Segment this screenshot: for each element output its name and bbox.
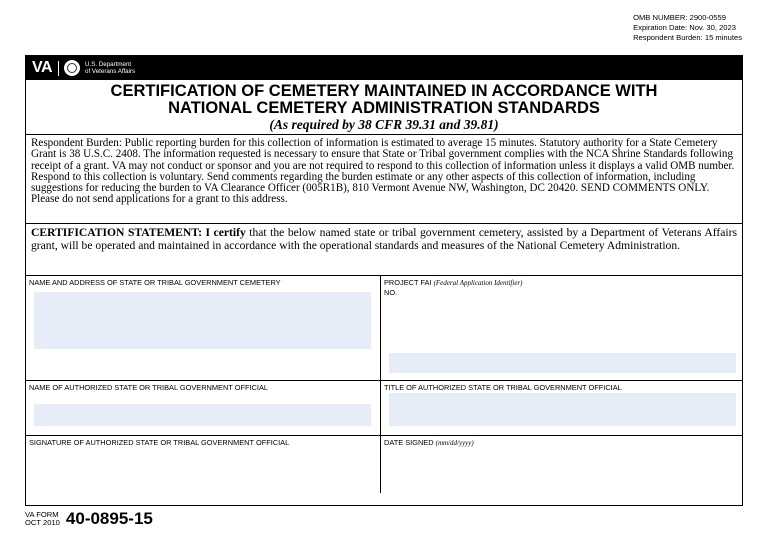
official-name-label: NAME OF AUTHORIZED STATE OR TRIBAL GOVERNMENT OFFICIAL — [29, 383, 268, 392]
expiration-date: Expiration Date: Nov. 30, 2023 — [633, 23, 736, 32]
project-fai-field[interactable] — [389, 353, 736, 373]
department-name: U.S. Department of Veterans Affairs — [85, 61, 136, 75]
omb-info — [633, 13, 742, 43]
certification-body: that the below named state or tribal government cemetery, assisted by a Department of Veterans Affairs grant, will be operated and maintained in accordance with the operational standards and measures of the National Cemetery Administration. — [31, 226, 737, 253]
project-fai-cell — [381, 276, 742, 380]
official-title-cell — [381, 381, 742, 435]
date-signed-cell[interactable] — [381, 436, 742, 493]
form-number: 40-0895-15 — [65, 509, 153, 528]
certification-heading: CERTIFICATION STATEMENT: I certify — [31, 226, 246, 239]
certification-statement — [26, 224, 742, 276]
official-name-field[interactable] — [34, 404, 371, 426]
omb-number: OMB NUMBER: 2900-0559 — [633, 13, 726, 22]
form-subtitle: (As required by 38 CFR 39.31 and 39.81) — [269, 117, 499, 132]
official-name-cell — [26, 381, 381, 435]
official-title-field[interactable] — [389, 393, 736, 426]
date-signed-label: DATE SIGNED (mm/dd/yyyy) — [384, 438, 474, 447]
official-title-label: TITLE OF AUTHORIZED STATE OR TRIBAL GOVERNMENT OFFICIAL — [384, 383, 622, 392]
cemetery-name-label: NAME AND ADDRESS OF STATE OR TRIBAL GOVERNMENT CEMETERY — [29, 278, 281, 287]
cemetery-name-address-field[interactable] — [34, 292, 371, 349]
row-cemetery — [26, 276, 742, 381]
signature-cell[interactable] — [26, 436, 381, 493]
row-official — [26, 381, 742, 436]
title-line-2: NATIONAL CEMETERY ADMINISTRATION STANDARDS — [168, 99, 600, 117]
title-line-1: CERTIFICATION OF CEMETERY MAINTAINED IN ACCORDANCE WITH — [110, 82, 658, 100]
va-header-bar — [26, 56, 742, 80]
logo-divider — [58, 61, 59, 76]
project-fai-label: PROJECT FAI (Federal Application Identifier) NO. — [384, 278, 523, 297]
va-logo: VA — [32, 59, 53, 76]
form-footer — [25, 510, 153, 527]
signature-label: SIGNATURE OF AUTHORIZED STATE OR TRIBAL GOVERNMENT OFFICIAL — [29, 438, 290, 447]
certification-form — [25, 55, 743, 506]
va-seal-icon — [64, 60, 80, 76]
row-signature — [26, 436, 742, 493]
form-meta: VA FORM OCT 2010 — [25, 510, 60, 527]
respondent-burden: Respondent Burden: 15 minutes — [633, 33, 742, 42]
form-title — [26, 80, 742, 135]
burden-statement: Respondent Burden: Public reporting burden for this collection of information is estimated to average 15 minutes. Statutory authority for a State Cemetery Grant is 38 U.S.C. 2408. The information requested is necessary to ensure that State or Tribal government complies with the NCA Shrine Standards following receipt of a grant. VA may not conduct or sponsor and you are not required to respond to this collection of information unless it displays a valid OMB number. Respond to this collection is voluntary. Send comments regarding the burden estimate or any other aspects of this collection of information, including suggestions for reducing the burden to VA Clearance Officer (005R1B), 810 Vermont Avenue NW, Washington, DC 20420. SEND COMMENTS ONLY. Please do not send applications for a grant to this address. — [26, 135, 742, 224]
cemetery-name-cell — [26, 276, 381, 380]
